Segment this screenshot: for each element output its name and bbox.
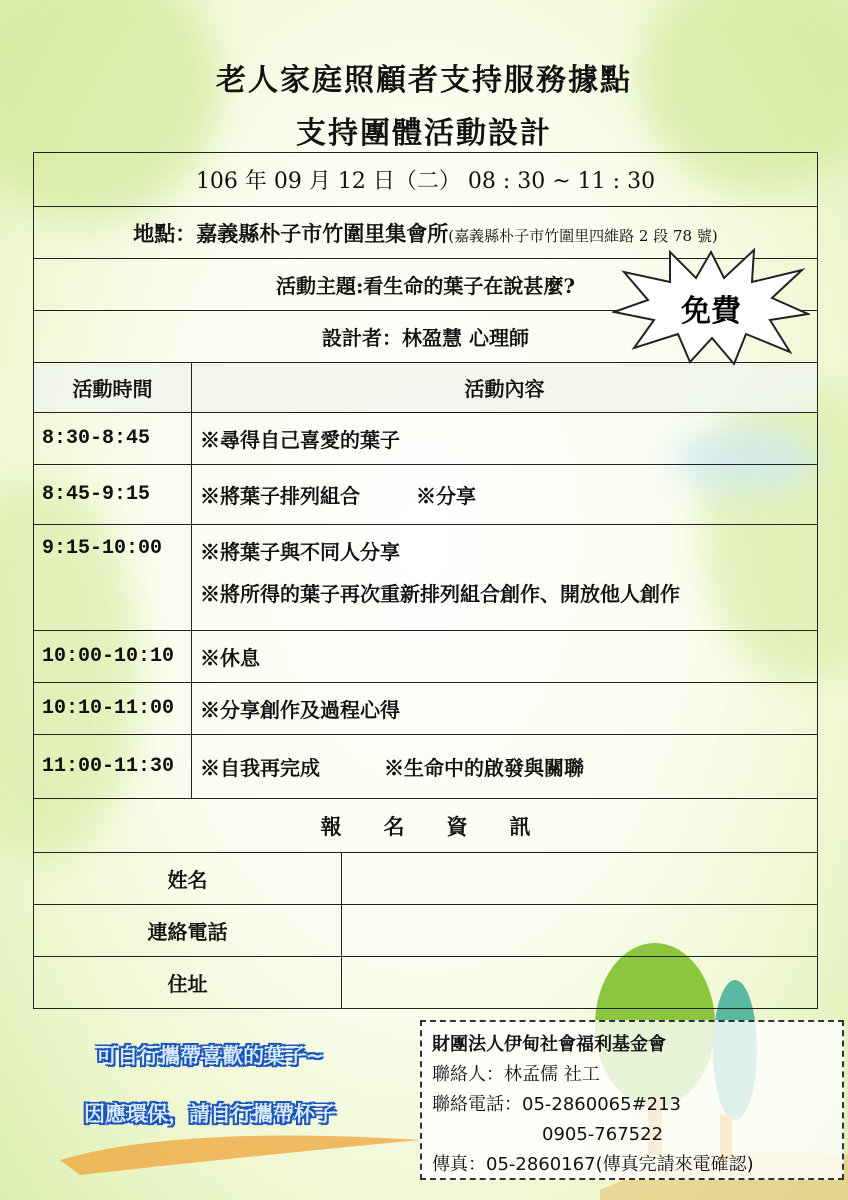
registration-row xyxy=(34,957,818,1009)
date-row xyxy=(34,153,818,207)
note-bring-leaves: 可自行攜帶喜歡的葉子~ xyxy=(96,1044,324,1068)
table-row xyxy=(34,683,818,735)
column-header-content: 活動內容 xyxy=(192,363,818,413)
contact-box xyxy=(420,1020,844,1180)
contact-phone: 聯絡電話：05-2860065#213 xyxy=(432,1094,682,1115)
location-name: 嘉義縣朴子市竹圍里集會所 xyxy=(196,220,449,246)
registration-label-phone: 連絡電話 xyxy=(34,905,342,957)
table-row xyxy=(34,465,818,525)
note-bring-cup: 因應環保，請自行攜帶杯子 xyxy=(84,1102,336,1126)
page-title: 老人家庭照顧者支持服務據點 xyxy=(216,63,632,98)
registration-label-address: 住址 xyxy=(34,957,342,1009)
activity-item: ※分享創作及過程心得 xyxy=(200,698,400,722)
registration-value-phone[interactable] xyxy=(342,905,818,957)
activity-item: ※自我再完成 xyxy=(200,756,320,780)
activity-item: ※休息 xyxy=(200,646,260,670)
activity-item: ※將葉子排列組合 xyxy=(200,484,360,508)
schedule-activity xyxy=(192,735,818,799)
table-row xyxy=(34,631,818,683)
schedule-time: 8:30-8:45 xyxy=(34,413,192,465)
registration-label-name: 姓名 xyxy=(34,853,342,905)
contact-fax: 傳真：05-2860167(傳真完請來電確認) xyxy=(432,1154,754,1175)
registration-row xyxy=(34,905,818,957)
brush-stroke xyxy=(60,1120,420,1180)
location-address: (嘉義縣朴子市竹圍里四維路 2 段 78 號) xyxy=(448,226,718,245)
registration-title: 報 名 資 訊 xyxy=(34,799,818,853)
activity-item: ※分享 xyxy=(416,484,476,508)
schedule-activity xyxy=(192,465,818,525)
schedule-time: 10:00-10:10 xyxy=(34,631,192,683)
schedule-time: 8:45-9:15 xyxy=(34,465,192,525)
activity-item: ※生命中的啟發與關聯 xyxy=(384,756,584,780)
event-theme: 活動主題:看生命的葉子在說甚麼? xyxy=(34,259,818,311)
contact-person: 聯絡人：林孟儒 社工 xyxy=(432,1064,600,1085)
schedule-header xyxy=(34,363,818,413)
schedule-activity xyxy=(192,683,818,735)
schedule-activity xyxy=(192,413,818,465)
column-header-time: 活動時間 xyxy=(34,363,192,413)
schedule-activity xyxy=(192,631,818,683)
registration-value-address[interactable] xyxy=(342,957,818,1009)
contact-org: 財團法人伊甸社會福利基金會 xyxy=(432,1034,666,1055)
registration-value-name[interactable] xyxy=(342,853,818,905)
free-badge xyxy=(612,248,810,366)
page-subtitle: 支持團體活動設計 xyxy=(296,116,552,151)
event-date: 106 年 09 月 12 日（二） 08 : 30 ~ 11 : 30 xyxy=(34,153,818,207)
registration-header xyxy=(34,799,818,853)
schedule-time: 9:15-10:00 xyxy=(34,525,192,631)
activity-item: ※尋得自己喜愛的葉子 xyxy=(200,428,400,452)
event-designer: 設計者：林盈慧 心理師 xyxy=(34,311,818,363)
table-row xyxy=(34,735,818,799)
free-badge-label: 免費 xyxy=(681,294,741,329)
registration-row xyxy=(34,853,818,905)
schedule-time: 10:10-11:00 xyxy=(34,683,192,735)
schedule-activity xyxy=(192,525,818,631)
schedule-time: 11:00-11:30 xyxy=(34,735,192,799)
contact-phone-mobile: 0905-767522 xyxy=(542,1124,664,1145)
activity-item: ※將所得的葉子再次重新排列組合創作、開放他人創作 xyxy=(200,582,680,606)
activity-item: ※將葉子與不同人分享 xyxy=(200,540,400,564)
location-label: 地點： xyxy=(133,220,197,246)
table-row xyxy=(34,525,818,631)
table-row xyxy=(34,413,818,465)
